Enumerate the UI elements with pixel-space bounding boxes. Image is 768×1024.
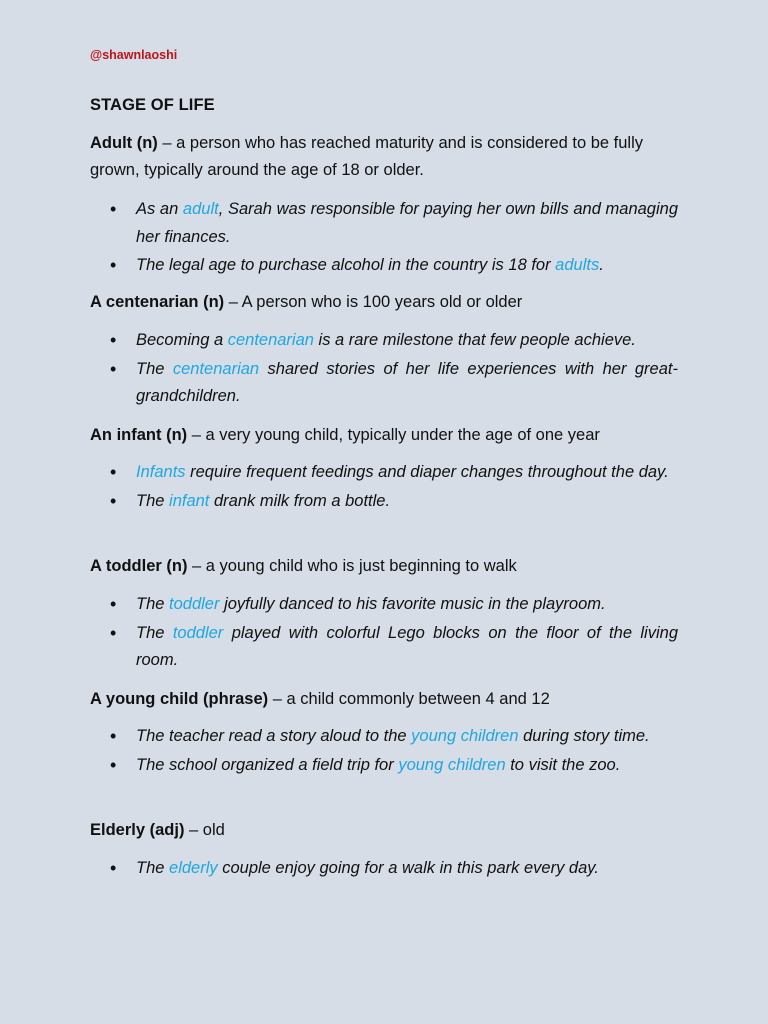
term: Elderly (adj) xyxy=(90,821,185,839)
entry-adult-examples xyxy=(90,196,678,281)
example-sentence: • The elderly couple enjoy going for a walk in this park every day. xyxy=(90,855,678,883)
highlighted-term: toddler xyxy=(172,623,224,642)
highlighted-term: infant xyxy=(169,491,210,510)
highlighted-term: young children xyxy=(398,755,506,774)
definition: – a young child who is just beginning to walk xyxy=(187,557,517,575)
entry-toddler-heading xyxy=(90,553,678,580)
entry-adult-heading xyxy=(90,130,678,184)
highlighted-term: young children xyxy=(411,727,519,745)
term: A toddler (n) xyxy=(90,557,188,575)
page-title: STAGE OF LIFE xyxy=(90,96,215,114)
example-sentence: • Infants require frequent feedings and diaper changes throughout the day. xyxy=(90,459,678,487)
highlighted-term: centenarian xyxy=(227,331,314,349)
term: A young child (phrase) xyxy=(90,690,269,708)
example-sentence: • The toddler joyfully danced to his favorite music in the playroom. xyxy=(90,591,678,619)
entry-centenarian-heading xyxy=(90,289,678,316)
author-handle: @shawnlaoshi xyxy=(90,48,178,62)
example-sentence: • Becoming a centenarian is a rare milestone that few people achieve. xyxy=(90,327,678,355)
example-sentence: • The teacher read a story aloud to the young children during story time. xyxy=(90,723,678,751)
highlighted-term: centenarian xyxy=(172,359,260,378)
entry-centenarian-examples xyxy=(90,327,678,412)
term: An infant (n) xyxy=(90,426,188,444)
entry-elderly-examples xyxy=(90,855,678,884)
definition: – a person who has reached maturity and is considered to be fully grown, typically around the age of 18 or older. xyxy=(90,134,644,179)
example-sentence: • The infant drank milk from a bottle. xyxy=(90,488,678,516)
term: A centenarian (n) xyxy=(90,293,225,311)
highlighted-term: adults xyxy=(555,256,600,274)
example-sentence: • The toddler played with colorful Lego blocks on the floor of the living room. xyxy=(90,620,678,675)
example-sentence: • The centenarian shared stories of her life experiences with her great-grandchildren. xyxy=(90,356,678,411)
entry-young-child-heading xyxy=(90,686,678,713)
entry-toddler-examples xyxy=(90,591,678,676)
entry-infant-heading xyxy=(90,422,678,449)
highlighted-term: toddler xyxy=(169,595,220,613)
entry-elderly-heading xyxy=(90,817,678,844)
highlighted-term: elderly xyxy=(169,859,218,877)
term: Adult (n) xyxy=(90,134,158,152)
definition: – old xyxy=(184,821,225,839)
definition: – a child commonly between 4 and 12 xyxy=(268,690,550,708)
definition: – A person who is 100 years old or older xyxy=(224,293,523,311)
example-sentence: • The school organized a field trip for young children to visit the zoo. xyxy=(90,752,678,780)
definition: – a very young child, typically under the age of one year xyxy=(187,426,600,444)
highlighted-term: adult xyxy=(182,200,219,218)
example-sentence: • The legal age to purchase alcohol in the country is 18 for adults. xyxy=(90,252,678,280)
example-sentence: • As an adult, Sarah was responsible for paying her own bills and managing her finances. xyxy=(90,196,678,251)
entry-young-child-examples xyxy=(90,723,678,780)
highlighted-term: Infants xyxy=(136,463,186,481)
entry-infant-examples xyxy=(90,459,678,516)
